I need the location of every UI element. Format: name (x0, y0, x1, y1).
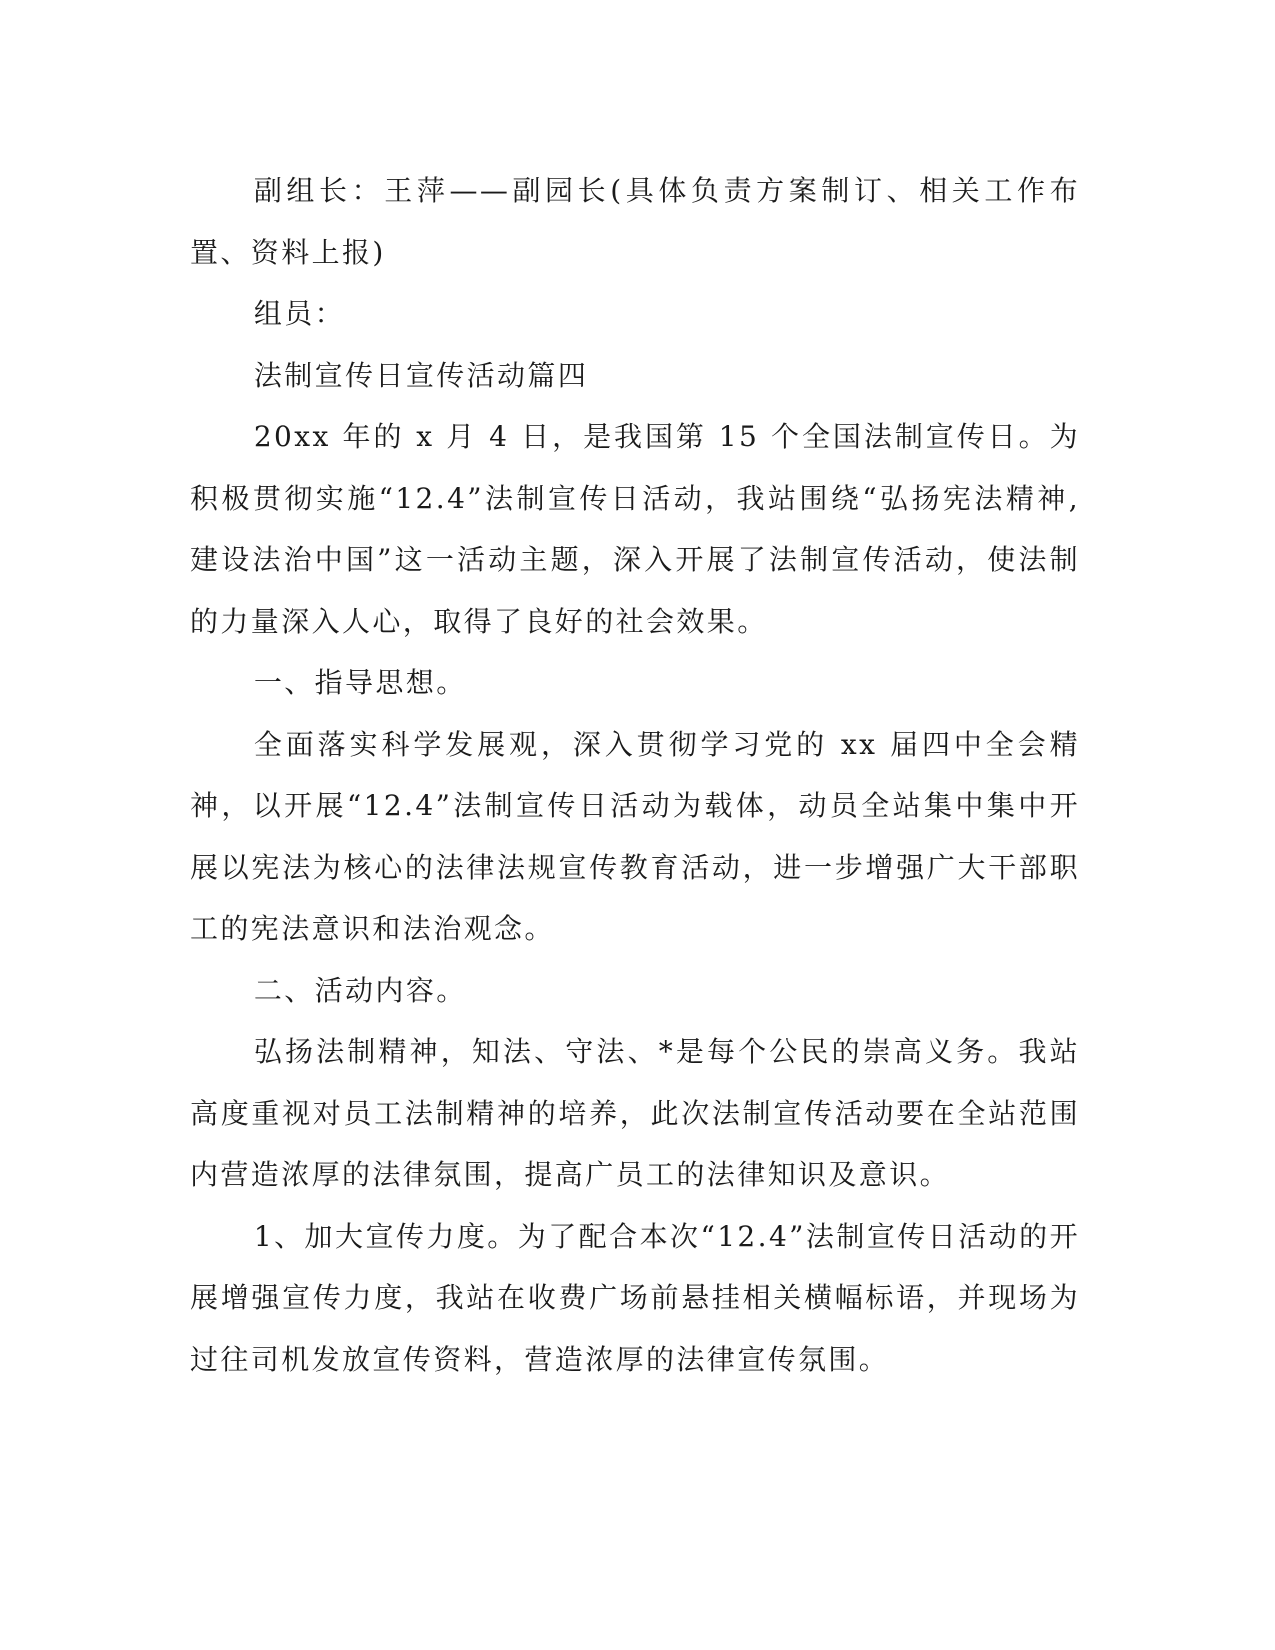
paragraph-deputy-leader: 副组长：王萍——副园长(具体负责方案制订、相关工作布置、资料上报) (190, 174, 1080, 269)
paragraph-publicity: 1、加大宣传力度。为了配合本次“12.4”法制宣传日活动的开展增强宣传力度，我站在收费广场前悬挂相关横幅标语，并现场为过往司机发放宣传资料，营造浓厚的法律宣传氛围。 (190, 1219, 1080, 1376)
section-title: 法制宣传日宣传活动篇四 (253, 358, 589, 392)
paragraph-members: 组员： (253, 297, 346, 330)
paragraph-intro: 20xx 年的 x 月 4 日，是我国第 15 个全国法制宣传日。为积极贯彻实施“12.4”法制宣传日活动，我站围绕“弘扬宪法精神,建设法治中国”这一活动主题，深入开展了法制宣传活动，使法制的力量深入人心，取得了良好的社会效果。 (190, 420, 1080, 638)
heading-activity-content: 二、活动内容。 (253, 973, 467, 1007)
heading-guiding-ideology: 一、指导思想。 (253, 666, 467, 699)
document-body (190, 160, 1080, 1390)
paragraph-guiding-ideology: 全面落实科学发展观，深入贯彻学习党的 xx 届四中全会精神，以开展“12.4”法制宣传日活动为载体，动员全站集中集中开展以宪法为核心的法律法规宣传教育活动，进一步增强广大干部职工的宪法意识和法治观念。 (190, 727, 1080, 945)
paragraph-activity-content: 弘扬法制精神，知法、守法、*是每个公民的崇高义务。我站高度重视对员工法制精神的培养，此次法制宣传活动要在全站范围内营造浓厚的法律氛围，提高广员工的法律知识及意识。 (190, 1035, 1080, 1191)
